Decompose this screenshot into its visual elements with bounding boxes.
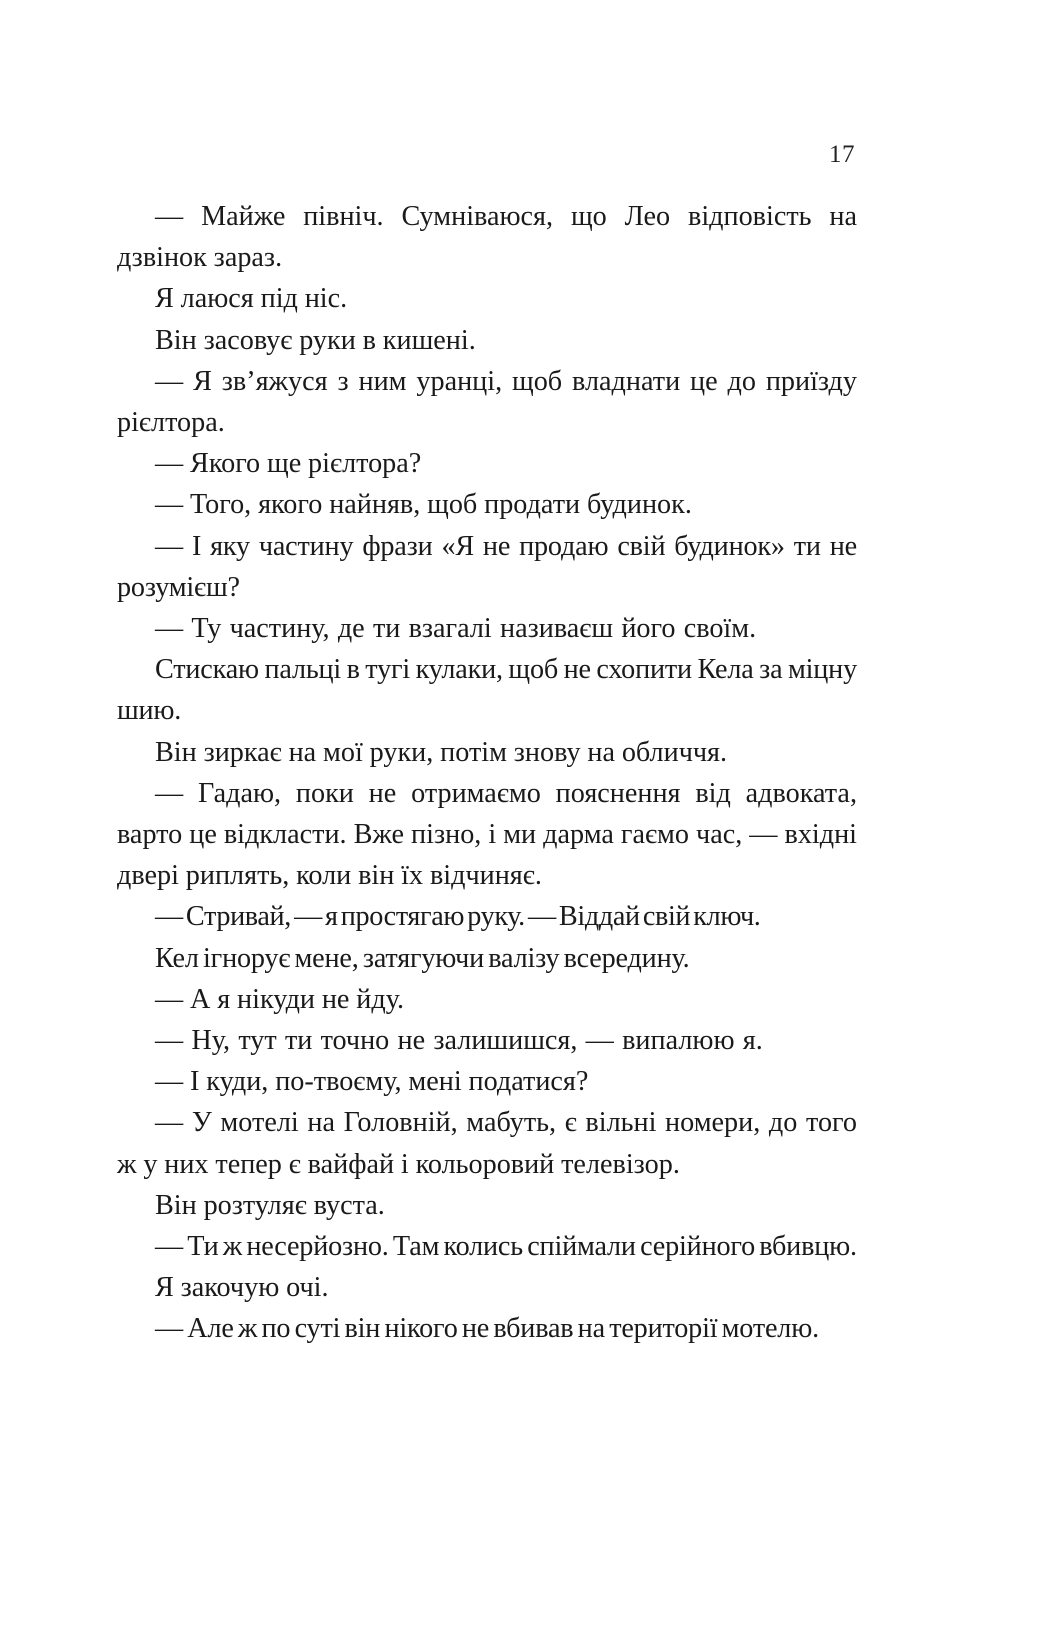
folio-zone [117, 140, 855, 174]
page-number: 17 [829, 141, 855, 168]
paragraph: Стискаю пальці в тугі кулаки, щоб не схопити Кела за міцну шию. [117, 654, 857, 727]
paragraph: — Того, якого найняв, щоб продати будинок. [155, 489, 692, 521]
paragraph: Він засовує руки в кишені. [155, 324, 476, 356]
paragraph: Я лаюся під ніс. [155, 283, 348, 315]
paragraph: Він розтуляє вуста. [155, 1189, 385, 1221]
paragraph: — Якого ще рієлтора? [155, 448, 422, 480]
paragraph: — І яку частину фрази «Я не продаю свій будинок» ти не розумієш? [117, 530, 857, 603]
paragraph: — Але ж по суті він нікого не вбивав на території мотелю. [155, 1313, 819, 1345]
paragraph: — Гадаю, поки не отримаємо пояснення від адвоката, варто це відкласти. Вже пізно, і ми дарма гаємо час, — вхідні двері риплять, коли він їх відчиняє. [117, 777, 857, 892]
paragraph: — Ту частину, де ти взагалі називаєш його своїм. [155, 613, 757, 645]
paragraph: — Ти ж несерйозно. Там колись спіймали серійного вбивцю. [155, 1231, 857, 1263]
paragraph: — Стривай, — я простягаю руку. — Віддай свій ключ. [155, 901, 761, 933]
body-text-block [117, 196, 857, 1350]
paragraph: — Я зв’яжуся з ним уранці, щоб владнати це до приїзду рієлтора. [117, 365, 857, 439]
paragraph: — Ну, тут ти точно не залишишся, — випалюю я. [155, 1025, 763, 1057]
paragraph: — Майже північ. Сумніваюся, що Лео відповість на дзвінок зараз. [117, 201, 857, 274]
paragraph: Він зиркає на мої руки, потім знову на обличчя. [155, 736, 728, 768]
paragraph: Кел ігнорує мене, затягуючи валізу всередину. [155, 942, 690, 974]
paragraph: Я закочую очі. [155, 1272, 329, 1304]
paragraph: — І куди, по-твоєму, мені податися? [155, 1066, 589, 1098]
paragraph: — У мотелі на Головній, мабуть, є вільні номери, до того ж у них тепер є вайфай і кольоровий телевізор. [117, 1107, 857, 1180]
paragraph: — А я нікуди не йду. [155, 983, 405, 1015]
